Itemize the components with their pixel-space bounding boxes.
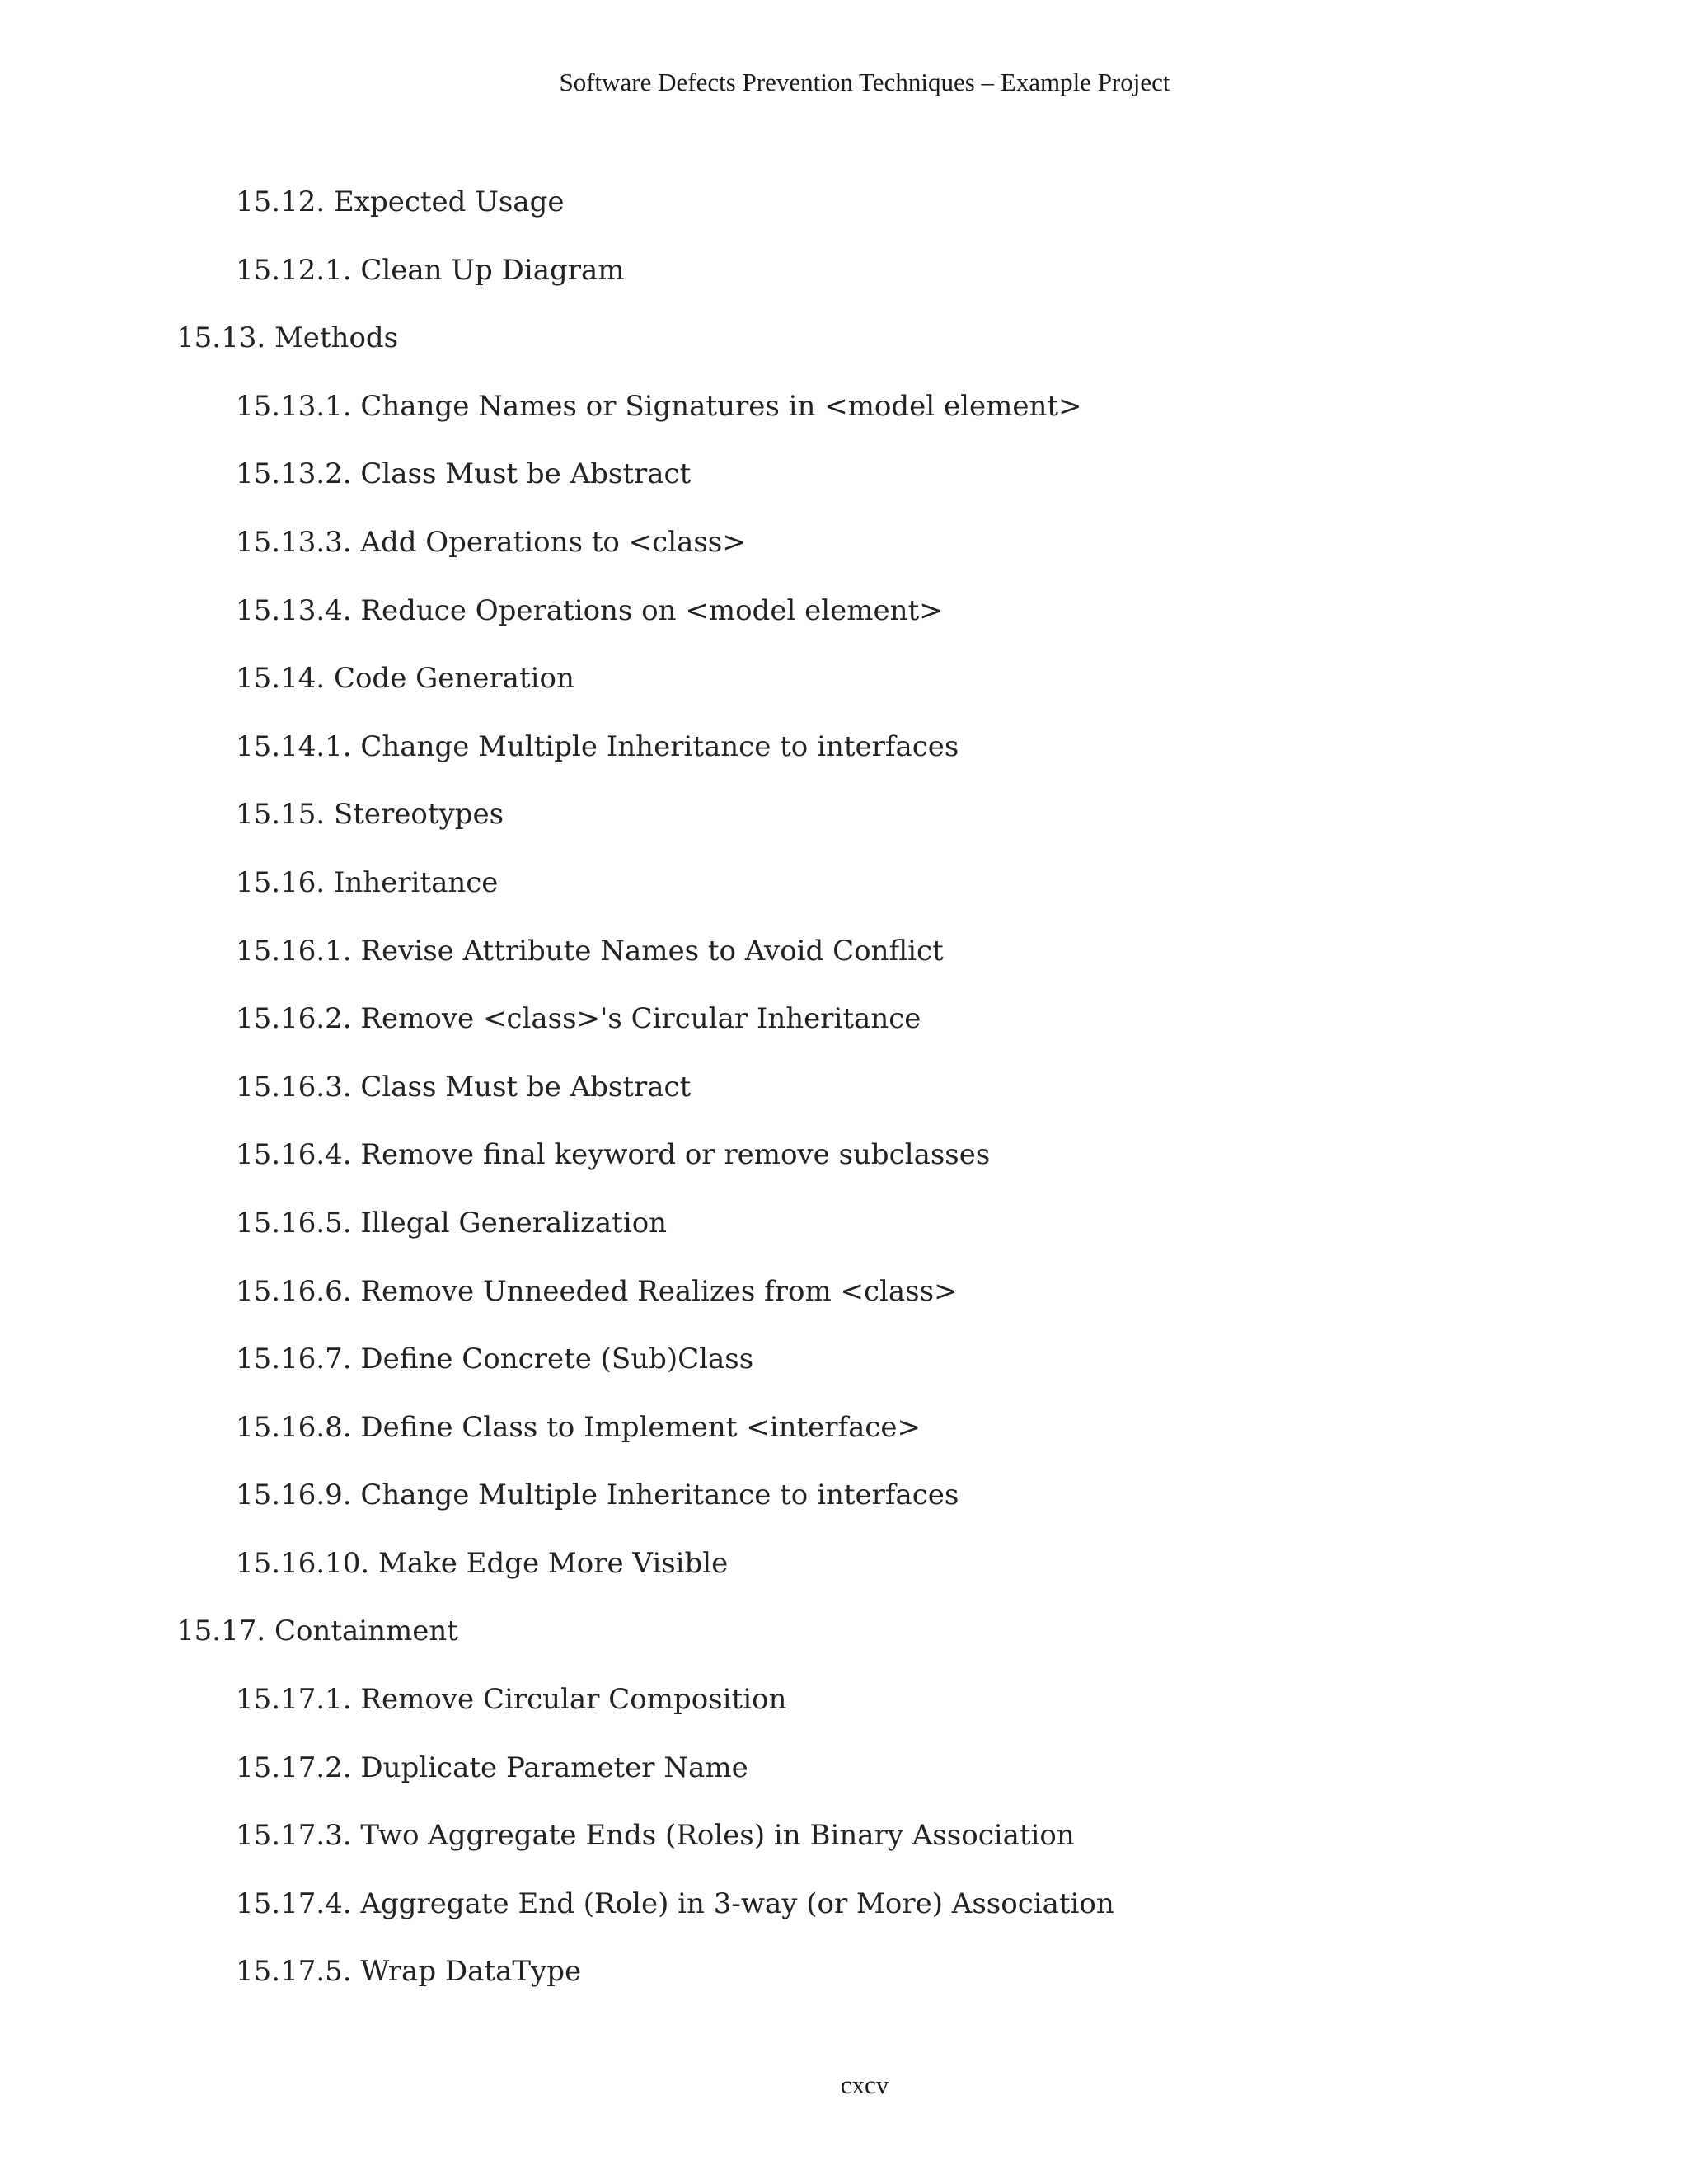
toc-entry: 15.15. Stereotypes (236, 798, 504, 832)
toc-entry: 15.16.1. Revise Attribute Names to Avoid Conflict (236, 934, 944, 968)
toc-entry: 15.17.4. Aggregate End (Role) in 3-way (or More) Association (236, 1886, 1114, 1920)
toc-entry: 15.16.5. Illegal Generalization (236, 1206, 668, 1240)
toc-entry: 15.16.6. Remove Unneeded Realizes from <class> (236, 1274, 958, 1308)
toc-entry: 15.13.1. Change Names or Signatures in <model element> (236, 389, 1082, 423)
toc-entry: 15.17.3. Two Aggregate Ends (Roles) in Binary Association (236, 1819, 1075, 1853)
toc-entry: 15.17.2. Duplicate Parameter Name (236, 1750, 748, 1784)
toc-entry: 15.17.5. Wrap DataType (236, 1955, 582, 1989)
toc-entry: 15.13. Methods (176, 321, 399, 355)
toc-entry: 15.16.4. Remove final keyword or remove subclasses (236, 1138, 991, 1172)
toc-entry: 15.14. Code Generation (236, 662, 574, 696)
toc-entry: 15.13.2. Class Must be Abstract (236, 457, 692, 491)
toc-entry: 15.16.8. Define Class to Implement <interface> (236, 1410, 921, 1444)
toc-entry: 15.12.1. Clean Up Diagram (236, 253, 625, 287)
page-number: cxcv (840, 2070, 889, 2099)
toc-entry: 15.16.3. Class Must be Abstract (236, 1070, 692, 1104)
toc-entry: 15.16.10. Make Edge More Visible (236, 1546, 729, 1580)
toc-entry: 15.17. Containment (176, 1615, 458, 1648)
toc-entry: 15.13.3. Add Operations to <class> (236, 525, 746, 559)
toc-entry: 15.12. Expected Usage (236, 185, 565, 218)
toc-entry: 15.16.2. Remove <class>'s Circular Inheritance (236, 1002, 921, 1036)
toc-entry: 15.17.1. Remove Circular Composition (236, 1683, 787, 1717)
toc-entry: 15.16.7. Define Concrete (Sub)Class (236, 1343, 754, 1376)
table-of-contents (0, 177, 1688, 2015)
page-header: Software Defects Prevention Techniques – Example Project (559, 68, 1170, 96)
toc-entry: 15.16. Inheritance (236, 865, 499, 899)
toc-entry: 15.16.9. Change Multiple Inheritance to interfaces (236, 1479, 959, 1512)
toc-entry: 15.13.4. Reduce Operations on <model element> (236, 593, 943, 627)
toc-entry: 15.14.1. Change Multiple Inheritance to interfaces (236, 729, 959, 763)
